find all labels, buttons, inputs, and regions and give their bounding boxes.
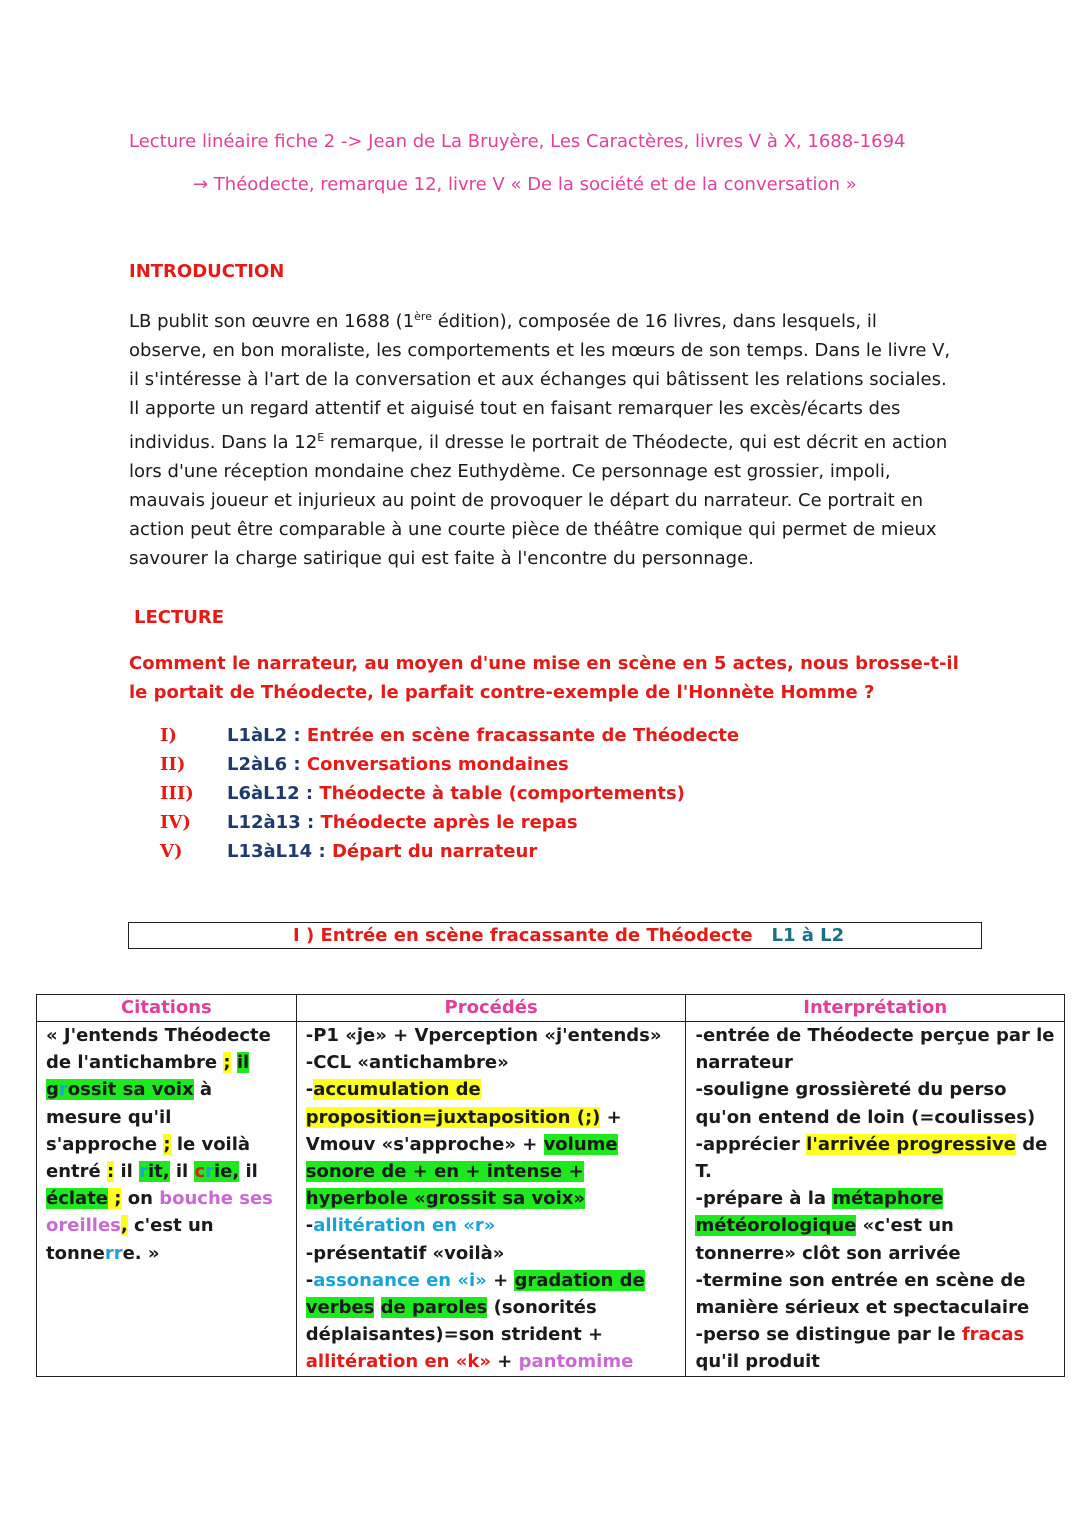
analysis-table <box>36 994 1065 1377</box>
procedes-cell: -P1 «je» + Vperception «j'entends» -CCL «antichambre» -accumulation de proposition=juxtaposition (;) + Vmouv «s'approche» + volume sonore de + en + intense + hyperbole «grossit sa voix» -allitération en «r» -présentatif «voilà» -assonance en «i» + gradation de verbes de paroles (sonorités déplaisantes)=son strident + allitération en «k» + pantomime <box>296 1022 686 1377</box>
section-title: I ) Entrée en scène fracassante de Théodecte <box>293 925 753 946</box>
header-line-2: → Théodecte, remarque 12, livre V « De la société et de la conversation » <box>193 174 857 195</box>
introduction-paragraph: LB publit son œuvre en 1688 (1ère édition), composée de 16 livres, dans lesquels, il observe, en bon moraliste, les comportements et les mœurs de son temps. Dans le livre V, il s'intéresse à l'art de la conversation et aux échanges qui bâtissent les relations sociales. Il apporte un regard attentif et aiguisé tout en faisant remarquer les excès/écarts des individus. Dans la $12^E$ remarque, il dresse le portrait de Théodecte, qui est décrit en action lors d'une réception mondaine chez Euthydème. Ce personnage est grossier, impoli, mauvais joueur et injurieux au point de provoquer le départ du narrateur. Ce portrait en action peut être comparable à une courte pièce de théâtre comique qui permet de mieux savourer la charge satirique qui est faite à l'encontre du personnage. <box>129 310 951 569</box>
introduction-heading: INTRODUCTION <box>129 261 285 282</box>
section-lines: L1 à L2 <box>771 925 845 946</box>
plan-list <box>160 721 739 866</box>
interpretation-cell: -entrée de Théodecte perçue par le narrateur -souligne grossièreté du perso qu'on entend de loin (=coulisses) -apprécier l'arrivée progressive de T. -prépare à la métaphore météorologique «c'est un tonnerre» clôt son arrivée -termine son entrée en scène de manière sérieux et spectaculaire -perso se distingue par le fracas qu'il produit <box>686 1022 1065 1377</box>
plan-item: III) L6àL12 : Théodecte à table (comportements) <box>160 783 685 804</box>
section-title-box <box>128 922 982 949</box>
plan-item: V) L13àL14 : Départ du narrateur <box>160 841 538 862</box>
header-procedes: Procédés <box>296 995 686 1022</box>
citations-cell: « J'entends Théodecte de l'antichambre ; il grossit sa voix à mesure qu'il s'approche ; le voilà entré : il rit, il crie, il éclate ; on bouche ses oreilles, c'est un tonnerre. » <box>37 1022 297 1377</box>
header-citations: Citations <box>37 995 297 1022</box>
problematique: Comment le narrateur, au moyen d'une mise en scène en 5 actes, nous brosse-t-il le portait de Théodecte, le parfait contre-exemple de l'Honnète Homme ? <box>129 653 959 703</box>
lecture-heading: LECTURE <box>134 607 225 628</box>
plan-item: IV) L12à13 : Théodecte après le repas <box>160 812 578 833</box>
header-line-1: Lecture linéaire fiche 2 -> Jean de La Bruyère, Les Caractères, livres V à X, 1688-1694 <box>129 131 906 152</box>
header-interpretation: Interprétation <box>686 995 1065 1022</box>
plan-item: I) L1àL2 : Entrée en scène fracassante de Théodecte <box>160 725 740 746</box>
plan-item: II) L2àL6 : Conversations mondaines <box>160 754 569 775</box>
